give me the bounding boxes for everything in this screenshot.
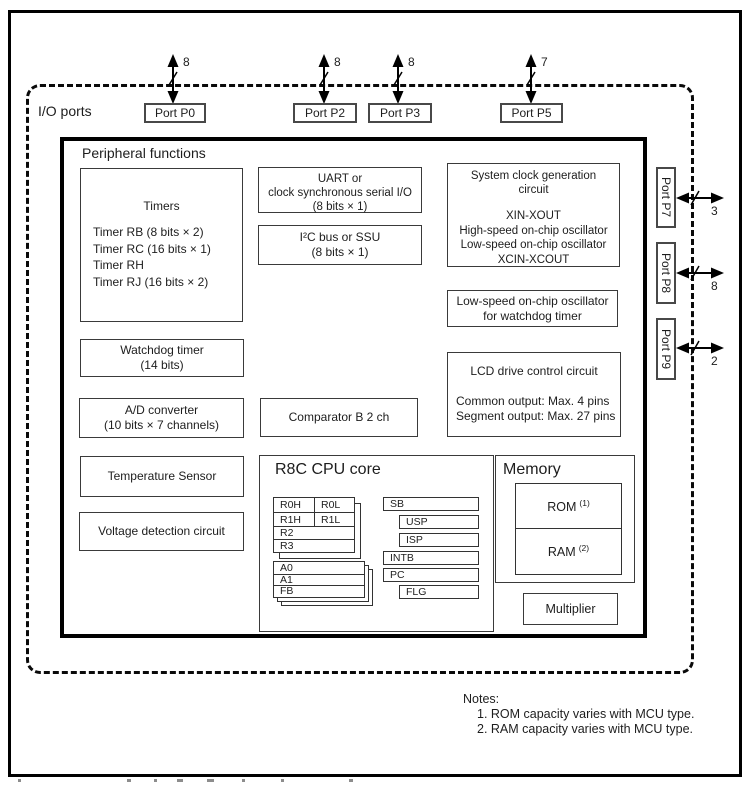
uart-line: clock synchronous serial I/O xyxy=(268,187,412,199)
multiplier-label: Multiplier xyxy=(545,601,596,616)
register-r3: R3 xyxy=(274,539,354,552)
rom-box xyxy=(516,484,621,529)
low-speed-osc-line: for watchdog timer xyxy=(483,308,582,323)
ram-box xyxy=(516,529,621,574)
port-p7-label: Port P7 xyxy=(659,177,673,218)
port-p2-box xyxy=(293,103,357,123)
bus-width-label: 2 xyxy=(711,354,718,368)
register-fb: FB xyxy=(274,585,364,597)
cpu-core-title: R8C CPU core xyxy=(275,461,381,478)
port-p9-label: Port P9 xyxy=(659,328,673,370)
system-clock-title: System clock generation xyxy=(470,170,597,182)
register-usp: USP xyxy=(399,515,479,529)
comparator-box xyxy=(260,398,418,437)
bus-width-label: 8 xyxy=(408,55,415,69)
bus-arrow-vertical-icon xyxy=(161,54,185,104)
oscillator-item: Low-speed on-chip oscillator xyxy=(460,239,607,251)
lcd-title: LCD drive control circuit xyxy=(470,364,598,378)
uart-line: UART or xyxy=(317,173,363,185)
note-item: 1. ROM capacity varies with MCU type. xyxy=(477,707,695,721)
port-p9-box xyxy=(656,318,676,380)
system-clock-box xyxy=(447,163,620,267)
notes-block xyxy=(463,692,694,737)
port-p3-label: Port P3 xyxy=(379,106,421,120)
i2c-line: I²C bus or SSU xyxy=(299,230,381,244)
peripheral-functions-label: Peripheral functions xyxy=(82,145,206,161)
notes-title: Notes: xyxy=(463,692,500,706)
watchdog-line: Watchdog timer xyxy=(120,343,204,357)
bus-width-label: 3 xyxy=(711,204,718,218)
adc-line: (10 bits × 7 channels) xyxy=(103,418,220,432)
port-p8-label: Port P8 xyxy=(659,252,673,294)
ram-label: RAM xyxy=(547,545,576,560)
timers-box xyxy=(80,168,243,322)
register-r2: R2 xyxy=(274,526,354,539)
register-bank-r0-r3 xyxy=(273,497,355,553)
bus-width-label: 7 xyxy=(541,55,548,69)
memory-title: Memory xyxy=(503,461,561,478)
rom-note-ref: (1) xyxy=(579,497,590,508)
timer-item: Timer RB (8 bits × 2) xyxy=(93,225,204,239)
system-clock-title: circuit xyxy=(518,184,549,196)
register-flg: FLG xyxy=(399,585,479,599)
bus-arrow-vertical-icon xyxy=(519,54,543,104)
oscillator-item: High-speed on-chip oscillator xyxy=(459,224,608,237)
bus-width-label: 8 xyxy=(711,279,718,293)
register-r0l: R0L xyxy=(314,498,354,512)
register-sb: SB xyxy=(383,497,479,511)
i2c-ssu-box xyxy=(258,225,422,265)
rom-label: ROM xyxy=(547,500,577,515)
lcd-control-box xyxy=(447,352,621,437)
adc-line: A/D converter xyxy=(124,403,199,417)
temperature-label: Temperature Sensor xyxy=(107,469,217,483)
register-r1l: R1L xyxy=(314,513,354,526)
timer-item: Timer RJ (16 bits × 2) xyxy=(93,274,209,289)
ram-note-ref: (2) xyxy=(578,543,590,554)
port-p2-label: Port P2 xyxy=(304,106,346,120)
port-p7-box xyxy=(656,167,676,228)
register-a1: A1 xyxy=(274,574,364,586)
register-r0h: R0H xyxy=(280,499,302,511)
uart-line: (8 bits × 1) xyxy=(312,201,368,213)
rom-ram-stack xyxy=(515,483,622,575)
voltage-label: Voltage detection circuit xyxy=(98,524,225,538)
register-bank-a0-fb xyxy=(273,561,365,598)
io-ports-label: I/O ports xyxy=(38,103,92,119)
port-p3-box xyxy=(368,103,432,123)
register-pc: PC xyxy=(383,568,479,582)
timer-item: Timer RC (16 bits × 1) xyxy=(93,241,211,256)
multiplier-box xyxy=(523,593,618,625)
low-speed-osc-line: Low-speed on-chip oscillator xyxy=(456,294,609,308)
note-item: 2. RAM capacity varies with MCU type. xyxy=(477,722,694,736)
lcd-line: Common output: Max. 4 pins xyxy=(456,394,610,408)
bus-width-label: 8 xyxy=(183,55,190,69)
watchdog-line: (14 bits) xyxy=(140,358,184,372)
register-a0: A0 xyxy=(280,561,293,574)
register-intb: INTB xyxy=(383,551,479,565)
register-isp: ISP xyxy=(399,533,479,547)
port-p5-label: Port P5 xyxy=(511,106,552,120)
port-p0-box xyxy=(144,103,206,123)
uart-box xyxy=(258,167,422,213)
adc-box xyxy=(79,398,244,438)
bus-arrow-vertical-icon xyxy=(312,54,336,104)
port-p0-label: Port P0 xyxy=(154,106,196,120)
watchdog-timer-box xyxy=(80,339,244,377)
low-speed-oscillator-box xyxy=(447,290,618,327)
lcd-line: Segment output: Max. 27 pins xyxy=(456,408,616,423)
temperature-sensor-box xyxy=(80,456,244,497)
register-r1h: R1H xyxy=(280,513,302,526)
bus-width-label: 8 xyxy=(334,55,341,69)
voltage-detection-box xyxy=(79,512,244,551)
port-p5-box xyxy=(500,103,563,123)
oscillator-item: XCIN-XCOUT xyxy=(497,253,570,266)
timer-item: Timer RH xyxy=(93,258,144,272)
oscillator-item: XIN-XOUT xyxy=(506,210,561,222)
comparator-label: Comparator B 2 ch xyxy=(288,410,390,424)
port-p8-box xyxy=(656,242,676,304)
bus-arrow-vertical-icon xyxy=(386,54,410,104)
timers-title: Timers xyxy=(143,199,180,213)
i2c-line: (8 bits × 1) xyxy=(311,245,369,259)
